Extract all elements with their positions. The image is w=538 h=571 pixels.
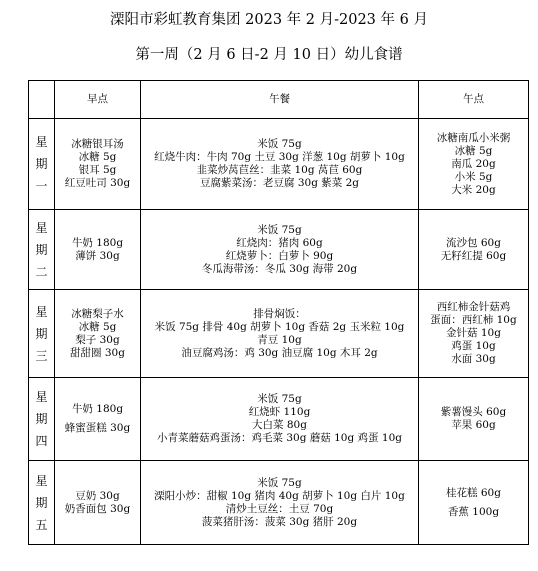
snack-cell: 西红柿金针菇鸡 蛋面：西红柿 10g 金针菇 10g 鸡蛋 10g 水面 30g	[419, 290, 529, 378]
day-cell: 星 期 三	[29, 290, 55, 378]
breakfast-cell: 冰糖梨子水 冰糖 5g 梨子 30g 甜甜圈 30g	[55, 290, 141, 378]
title-line-1: 溧阳市彩虹教育集团 2023 年 2 月-2023 年 6 月	[110, 12, 428, 28]
breakfast-cell: 牛奶 180g 薄饼 30g	[55, 210, 141, 290]
lunch-cell: 米饭 75g 红烧肉：猪肉 60g 红烧萝卜：白萝卜 90g 冬瓜海带汤：冬瓜 30g 海带 20g	[141, 210, 419, 290]
lunch-cell: 米饭 75g 溧阳小炒：甜椒 10g 猪肉 40g 胡萝卜 10g 白片 10g 清炒土豆丝：土豆 70g 菠菜猪肝汤：菠菜 30g 猪肝 20g	[141, 461, 419, 545]
lunch-cell: 排骨焖饭： 米饭 75g 排骨 40g 胡萝卜 10g 香菇 2g 玉米粒 10g 青豆 10g 油豆腐鸡汤：鸡 30g 油豆腐 10g 木耳 2g	[141, 290, 419, 378]
snack-cell: 桂花糕 60g 香蕉 100g	[419, 461, 529, 545]
title-line-2: 第一周（2 月 6 日-2 月 10 日）幼儿食谱	[135, 47, 403, 63]
snack-cell: 流沙包 60g 无籽红提 60g	[419, 210, 529, 290]
day-cell: 星 期 一	[29, 119, 55, 210]
header-row	[29, 81, 529, 119]
header-lunch: 午餐	[141, 81, 419, 119]
breakfast-cell: 冰糖银耳汤 冰糖 5g 银耳 5g 红豆吐司 30g	[55, 119, 141, 210]
day-cell: 星 期 四	[29, 378, 55, 461]
lunch-cell: 米饭 75g 红烧虾 110g 大白菜 80g 小青菜蘑菇鸡蛋汤：鸡毛菜 30g 蘑菇 10g 鸡蛋 10g	[141, 378, 419, 461]
day-cell: 星 期 五	[29, 461, 55, 545]
header-blank	[29, 81, 55, 119]
header-snack: 午点	[419, 81, 529, 119]
header-breakfast: 早点	[55, 81, 141, 119]
snack-cell: 紫薯馒头 60g 苹果 60g	[419, 378, 529, 461]
lunch-cell: 米饭 75g 红烧牛肉：牛肉 70g 土豆 30g 洋葱 10g 胡萝卜 10g 韭菜炒莴苣丝：韭菜 10g 莴苣 60g 豆腐紫菜汤：老豆腐 30g 紫菜 2g	[141, 119, 419, 210]
table-row	[29, 461, 529, 545]
table-row	[29, 290, 529, 378]
breakfast-cell: 豆奶 30g 奶香面包 30g	[55, 461, 141, 545]
day-cell: 星 期 二	[29, 210, 55, 290]
table-row	[29, 210, 529, 290]
breakfast-cell: 牛奶 180g 蜂蜜蛋糕 30g	[55, 378, 141, 461]
snack-cell: 冰糖南瓜小米粥 冰糖 5g 南瓜 20g 小米 5g 大米 20g	[419, 119, 529, 210]
table-row	[29, 119, 529, 210]
table-row	[29, 378, 529, 461]
menu-table	[28, 80, 529, 545]
